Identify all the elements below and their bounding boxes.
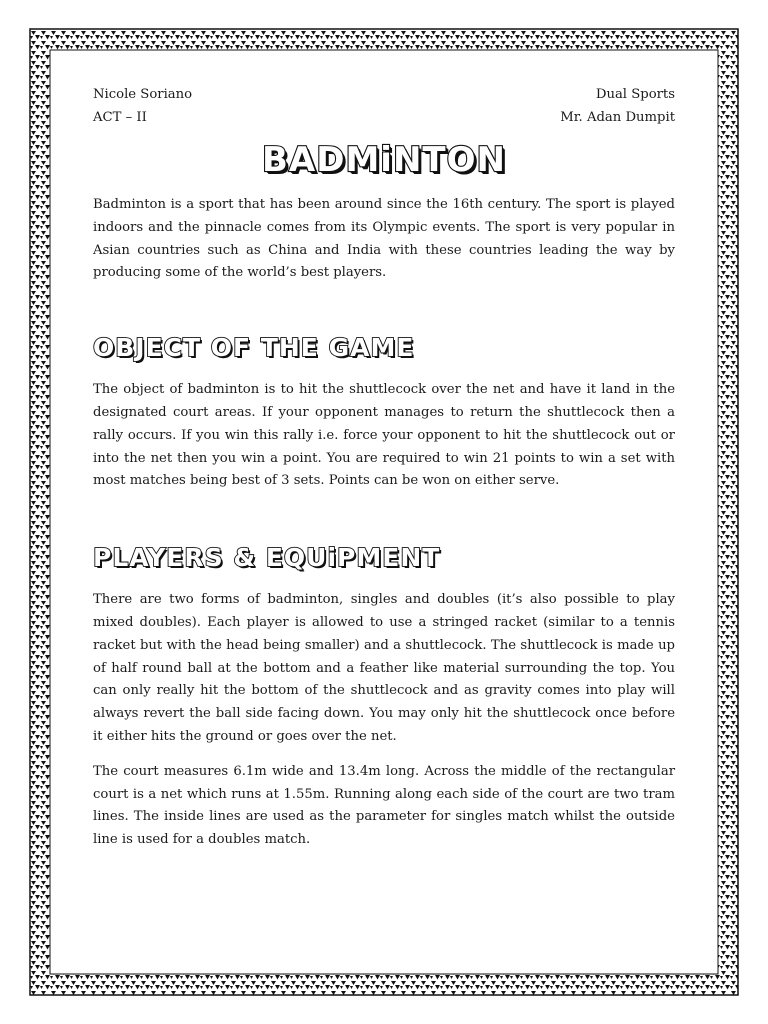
header-row-2 [93, 107, 675, 130]
document-body [93, 84, 675, 852]
heading-object-of-the-game: OBJECT OF THE GAME [93, 333, 415, 363]
teacher-name: Mr. Adan Dumpit [560, 110, 675, 125]
intro-paragraph: Badminton is a sport that has been around since the 16th century. The sport is played indoors and the pinnacle comes from its Olympic events. The sport is very popular in Asian countries such as China and India with these countries leading the way by producing some of the world’s best players. [93, 197, 675, 281]
heading-players-equipment: PLAYERS & EQUiPMENT [93, 543, 441, 573]
players-paragraph: There are two forms of badminton, singles and doubles (it’s also possible to play mixed doubles). Each player is allowed to use a stringed racket (similar to a tennis racket but with the head being smaller) and a shuttlecock. The shuttlecock is made up of half round ball at the bottom and a feather like material surrounding the top. You can only really hit the bottom of the shuttlecock and as gravity comes into play will always revert the ball side facing down. You may only hit the shuttlecock once before it either hits the ground or goes over the net. [93, 592, 675, 744]
author-name: Nicole Soriano [93, 87, 193, 102]
header-row-1 [93, 84, 675, 107]
page-title: BADMiNTON [262, 140, 506, 180]
section-name: ACT – II [93, 110, 147, 125]
object-paragraph: The object of badminton is to hit the shuttlecock over the net and have it land in the designated court areas. If your opponent manages to return the shuttlecock then a rally occurs. If you win this rally i.e. force your opponent to hit the shuttlecock out or into the net then you win a point. You are required to win 21 points to win a set with most matches being best of 3 sets. Points can be won on either serve. [93, 382, 675, 489]
court-paragraph: The court measures 6.1m wide and 13.4m long. Across the middle of the rectangular court is a net which runs at 1.55m. Running along each side of the court are two tram lines. The inside lines are used as the parameter for singles match whilst the outside line is used for a doubles match. [93, 763, 675, 848]
subject-name: Dual Sports [595, 87, 675, 102]
